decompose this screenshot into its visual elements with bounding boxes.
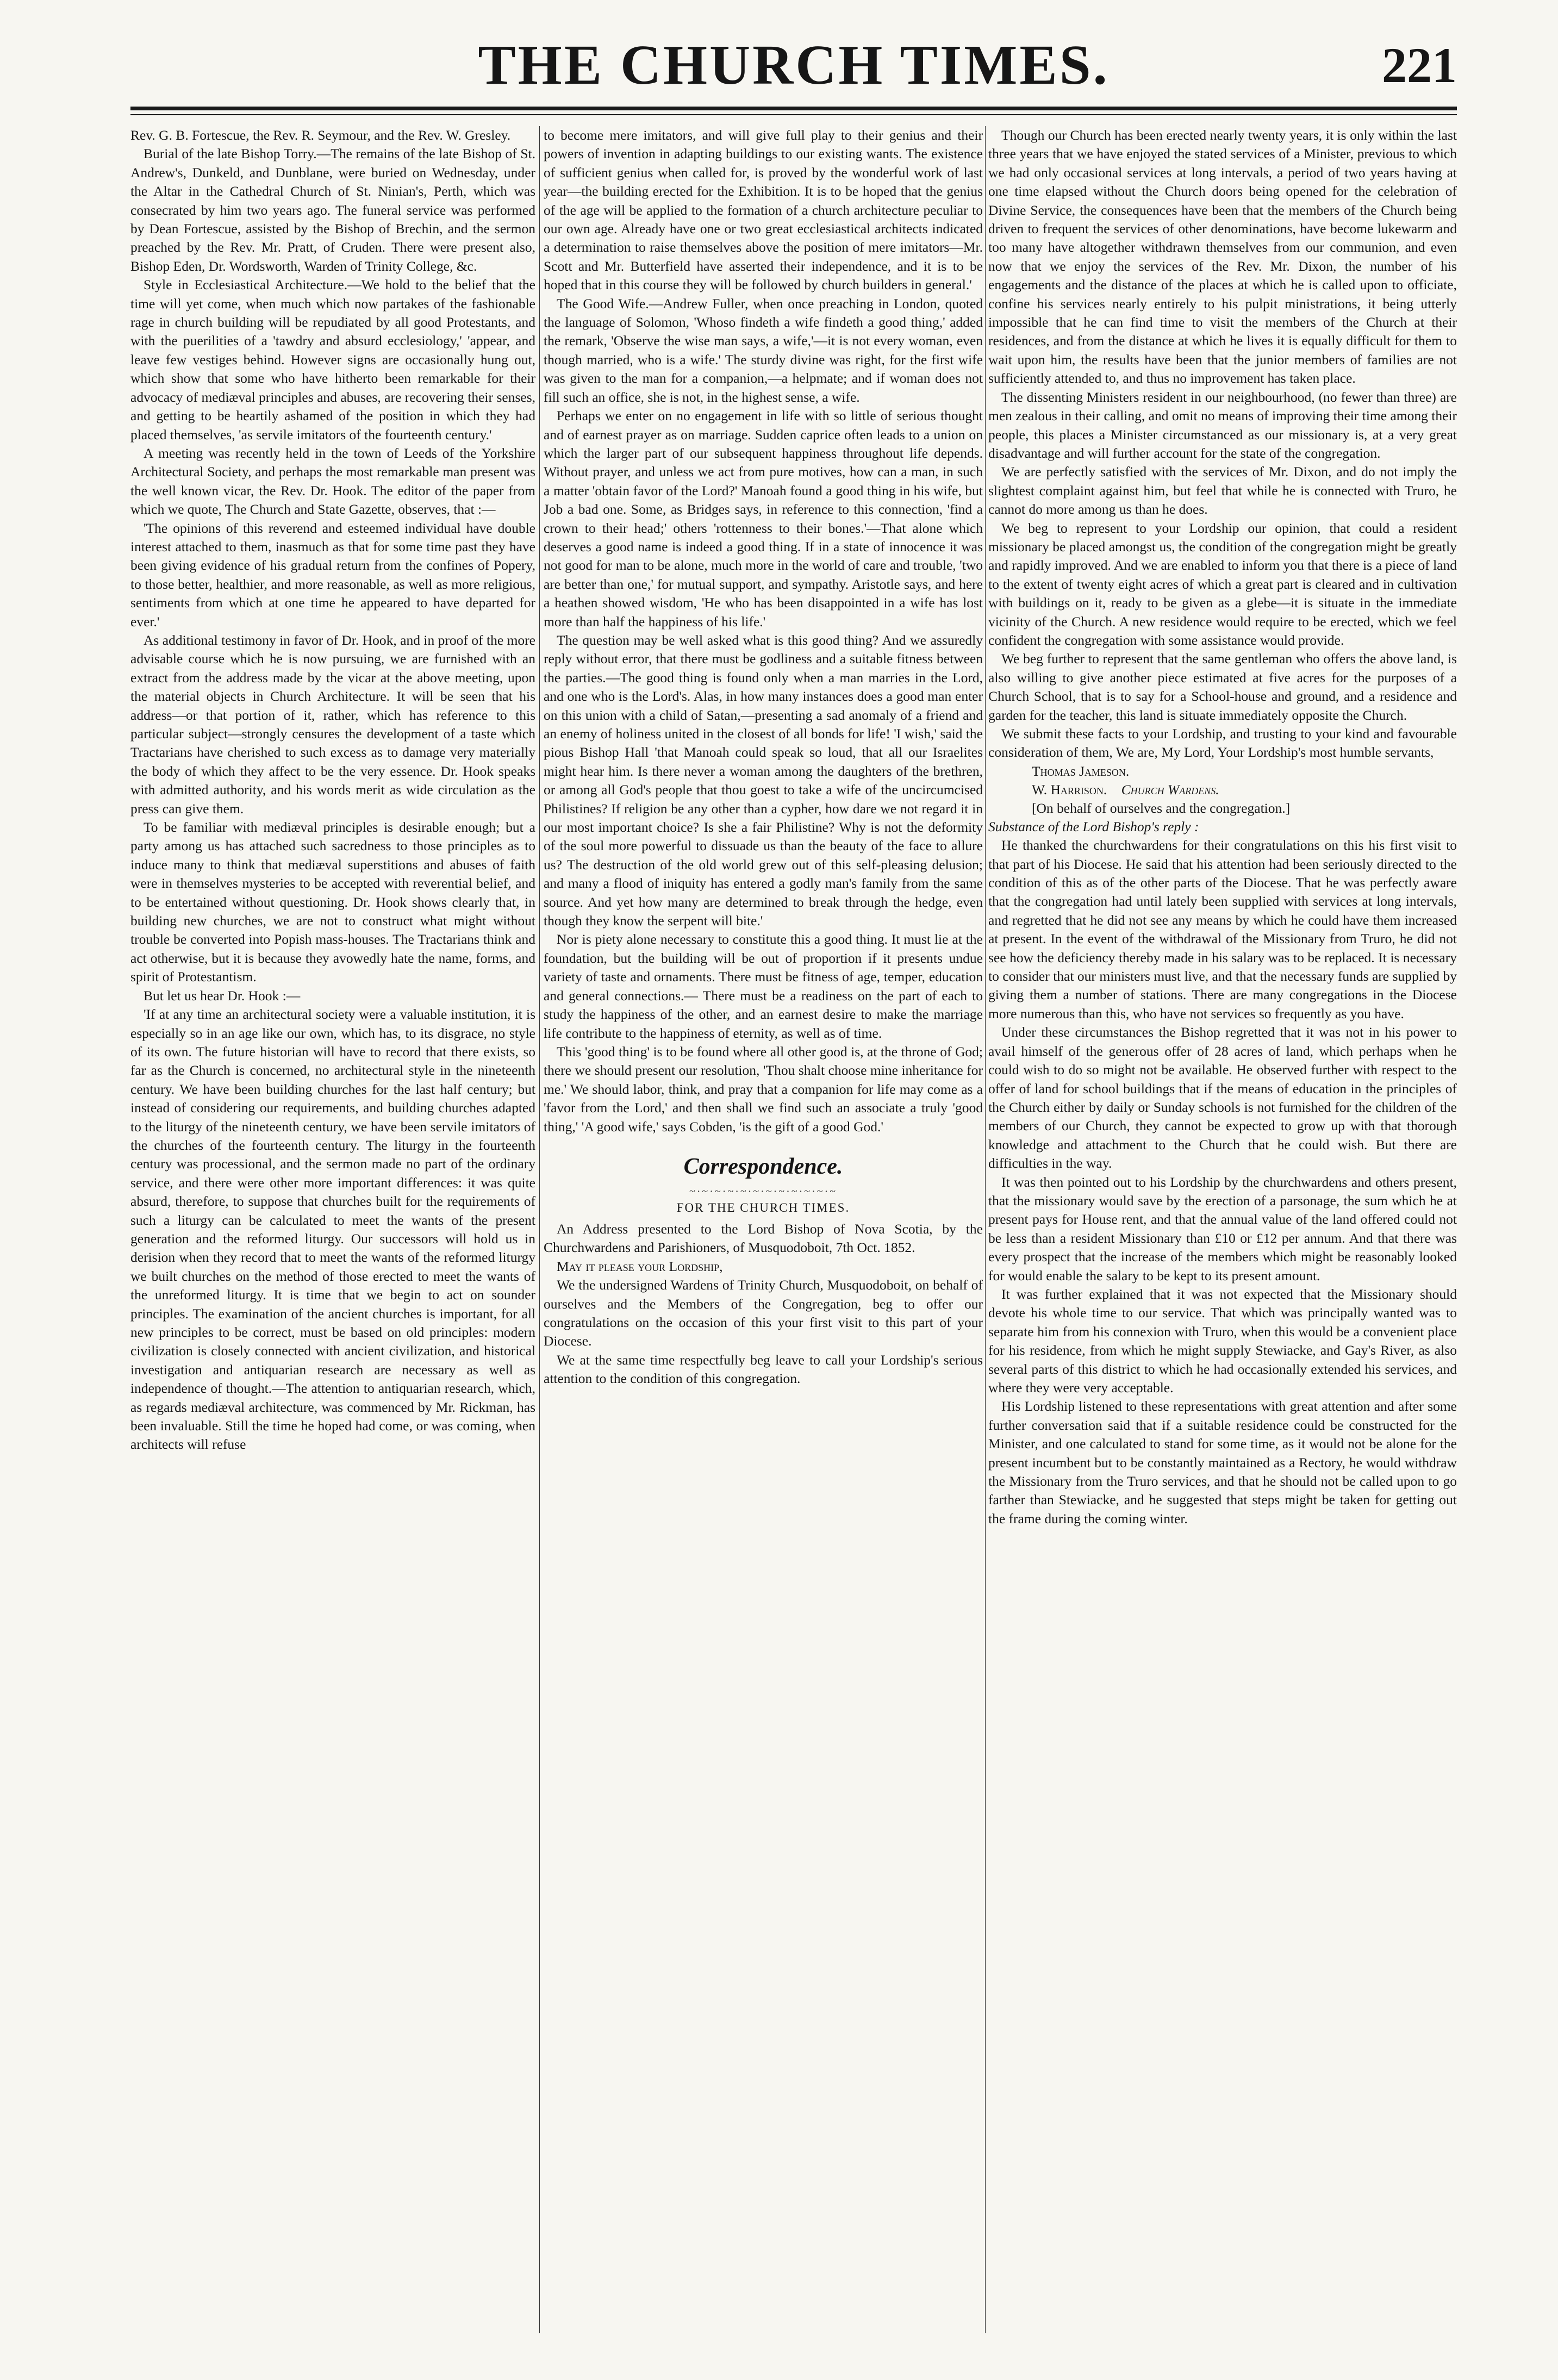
page-number: 221 xyxy=(1382,38,1457,93)
letter-paragraph: We beg to represent to your Lordship our opinion, that could a resident missionary be placed amongst us, the condition of the congregation might be greatly and rapidly improved. And we are enabled to inform you that there is a piece of land to the extent of twenty eight acres of which a great part is cleared and in cultivation with buildings on it, ready to be given as a glebe—it is situate in the immediate vicinity of the Church. A new residence would require to be erected, which we feel confident the congregation with some assistance would provide. xyxy=(988,520,1457,648)
letter-paragraph: We beg further to represent that the same gentleman who offers the above land, is also willing to give another piece estimated at five acres for the purposes of a Church School, that is to say for a School-house and ground, and a residence and garden for the teacher, this land is situate immediately opposite the Church. xyxy=(988,651,1457,723)
article-paragraph: to become mere imitators, and will give full play to their genius and their powers of invention in adapting buildings to our existing wants. The existence of sufficient genius when called for, is proved by the wonderful work of last year—the building erected for the Exhibition. It is to be hoped that the genius of the age will be applied to the formation of a church architecture peculiar to our own age. Already have one or two great ecclesiastical architects indicated a determination to raise themselves above the position of mere imitators—Mr. Scott and Mr. Butterfield have asserted their independence, and it is to be hoped that in this course they will be followed by church builders in general.' xyxy=(544,127,983,293)
correspondence-salutation: May it please your Lordship, xyxy=(557,1258,723,1274)
letter-paragraph: We are perfectly satisfied with the services of Mr. Dixon, and do not imply the slightest complaint against him, but feel that while he is connected with Truro, he cannot do more among us than he does. xyxy=(988,464,1457,518)
masthead-rule-thick xyxy=(130,107,1457,110)
correspondence-paragraph: We at the same time respectfully beg leave to call your Lordship's serious attention to the condition of this congregation. xyxy=(544,1351,983,1387)
column-rule-1 xyxy=(539,126,540,2333)
ornament-divider: ~·~·~·~·~·~·~·~·~·~·~·~ xyxy=(689,1185,838,1198)
reply-paragraph: His Lordship listened to these representations with great attention and after some further conversation said that if a suitable residence could be constructed for the Minister, and one calculated to stand for some time, as it would not be alone for the present incumbent but to be constantly maintained as a Rectory, he would withdraw the Missionary from the Truro services, and that he should not be called upon to go farther than Stewiacke, and he suggested that steps might be taken for getting out the frame during the coming winter. xyxy=(988,1398,1457,1527)
letter-paragraph: Though our Church has been erected nearly twenty years, it is only within the last three years that we have enjoyed the stated services of a Minister, previous to which we had only occasional services at long intervals, a period of two years having at one time elapsed without the Church doors being opened for the celebration of Divine Service, the consequences have been that the members of the Church being driven to frequent the services of other denominations, have become lukewarm and too many have altogether withdrawn themselves from our communion, and even now that we enjoy the services of the Rev. Mr. Dixon, the number of his engagements and the distance of the places at which he is called upon to officiate, confine his services nearly entirely to his pulpit ministrations, it being utterly impossible that he can find time to visit the members of the Church at their residences, and from the distance at which he lives it is equally difficult for them to wait upon him, the results have been that the junior members of families are not sufficiently attended to, and thus no improvement has taken place. xyxy=(988,127,1457,387)
masthead-title: THE CHURCH TIMES. xyxy=(478,34,1110,96)
masthead xyxy=(130,27,1457,109)
article-paragraph: 'If at any time an architectural society were a valuable institution, it is especially so in an age like our own, which has, to its disgrace, no style of its own. The future historian will have to record that there exists, so far as the Church is concerned, no architectural style in the nineteenth century. We have been building churches for the last half century; but instead of considering our requirements, and building churches adapted to the liturgy of the nineteenth century, we have been servile imitators of the churches of the fourteenth century. The liturgy in the fourteenth century was processional, and the sermon made no part of the ordinary service, and there were other more important differences: it was quite absurd, therefore, to suppose that churches built for the requirements of such a liturgy can be calculated to meet the wants of the present generation and the reformed liturgy. Our successors will hold us in derision when they record that to meet the wants of the reformed liturgy we built churches on the method of those erected to meet the wants of the unreformed liturgy. It is time that we begin to act on sounder principles. The examination of the ancient churches is important, for all new principles to be correct, must be based on old principles: modern civilization is closely connected with ancient civilization, and historical investigation and antiquarian research are necessary as well as independence of thought.—The attention to antiquarian research, which, as regards mediæval architecture, was commenced by Mr. Rickman, has been invaluable. Still the time he hoped had come, or was coming, when architects will refuse xyxy=(130,1006,535,1453)
reply-paragraph: He thanked the churchwardens for their congratulations on this his first visit to that part of his Diocese. He said that his attention had been seriously directed to the condition of this as of the other parts of the Diocese. That he was perfectly aware that the congregation had until lately been supplied with services at long intervals, and regretted that he did not see any means by which he could have them increased at present. In the event of the withdrawal of the Missionary from Truro, he did not see how the deficiency thereby made in his salary was to be replaced. It is necessary to consider that our ministers must live, and that the necessary funds are supplied by giving them a number of stations. There are many congregations in the Diocese more numerous than this, who have not services so frequently as you have. xyxy=(988,837,1457,1021)
article-paragraph: To be familiar with mediæval principles is desirable enough; but a party among us has attached such sacredness to those principles as to induce many to think that mediæval superstitions and abuses of faith were in themselves mysteries to be accepted with reverential belief, and to be entertained without questioning. Dr. Hook shows clearly that, in building new churches, we are not to construct what might without trouble be converted into Popish mass-houses. The Tractarians think and act otherwise, but it is because they avowedly hate the name, forms, and spirit of Protestantism. xyxy=(130,819,535,985)
article-paragraph: As additional testimony in favor of Dr. Hook, and in proof of the more advisable course which he is now pursuing, we are furnished with an extract from the address made by the vicar at the above meeting, upon the material objects in Church Architecture. It will be seen that his address—or that portion of it, rather, which has reference to this particular subject—strongly censures the development of a taste which Tractarians have cherished to such excess as to damage very materially the body of which they affect to be the very essence. Dr. Hook speaks with admitted authority, and his words merit as wide circulation as the press can give them. xyxy=(130,632,535,817)
signature-name-text: W. Harrison. xyxy=(1032,781,1107,798)
signature-role: Church Wardens. xyxy=(1121,781,1219,798)
letter-paragraph: We submit these facts to your Lordship, and trusting to your kind and favourable consideration of them, We are, My Lord, Your Lordship's most humble servants, xyxy=(988,726,1457,761)
signature-block xyxy=(988,762,1457,818)
correspondence-intro: An Address presented to the Lord Bishop of Nova Scotia, by the Churchwardens and Parishioners, of Musquodoboit, 7th Oct. 1852. xyxy=(544,1220,983,1256)
reply-paragraph: It was then pointed out to his Lordship by the churchwardens and others present, that the missionary would save by the erection of a parsonage, the sum which he at present pays for House rent, and that the annual value of the land offered could not be less than a resident Missionary than £10 or £12 per annum. And that there was every prospect that the increase of the members which might be reasonably looked for would enable the salary to be kept to its present amount. xyxy=(988,1174,1457,1284)
reply-heading: Substance of the Lord Bishop's reply : xyxy=(988,818,1199,834)
article-paragraph: Perhaps we enter on no engagement in life with so little of serious thought and of earnest prayer as on marriage. Sudden caprice often leads to a union on which the larger part of our subsequent happiness throughout life depends. Without prayer, and unless we act from pure motives, how can a man, in such a matter 'obtain favor of the Lord?' Manoah found a good thing in his wife, but Job a bad one. Some, as Bridges says, in reference to this connection, 'find a crown to their head;' others 'rottenness to their bones.'—That alone which deserves a good name is indeed a good thing. If in a state of innocence it was not good for man to be alone, much more in the world of care and trouble, 'two are better than one,' for mutual support, and sympathy. Aristotle says, and here a heathen showed wisdom, 'He who has been disappointed in a wife has lost more than half the happiness of his life.' xyxy=(544,408,983,630)
column-3 xyxy=(988,126,1457,2333)
letter-paragraph: The dissenting Ministers resident in our neighbourhood, (no fewer than three) are men zealous in their calling, and omit no means of improving their time among their people, this places a Minister circumstanced as our missionary is, at a very great disadvantage and will further account for the state of the congregation. xyxy=(988,389,1457,461)
correspondence-paragraph: We the undersigned Wardens of Trinity Church, Musquodoboit, on behalf of ourselves and the Members of the Congregation, beg to offer our congratulations on the occasion of this your first visit to this part of your Diocese. xyxy=(544,1277,983,1349)
article-paragraph: Rev. G. B. Fortescue, the Rev. R. Seymour, and the Rev. W. Gresley. xyxy=(130,127,511,143)
article-paragraph: Burial of the late Bishop Torry.—The remains of the late Bishop of St. Andrew's, Dunkeld, and Dunblane, were buried on Wednesday, under the Altar in the Cathedral Church of St. Ninian's, Perth, which was consecrated by him two years ago. The funeral service was performed by Dean Fortescue, assisted by the Bishop of Brechin, and the sermon preached by the Rev. Mr. Pratt, of Cruden. There were present also, Bishop Eden, Dr. Wordsworth, Warden of Trinity College, &c. xyxy=(130,146,535,274)
article-paragraph: Nor is piety alone necessary to constitute this a good thing. It must lie at the foundation, but the building will be out of proportion if it presents undue variety of taste and ornaments. There must be fitness of age, temper, education and general connections.— There must be a readiness on the part of each to study the happiness of the other, and an earnest desire to make the marriage life contribute to the happiness of eternity, as well as of time. xyxy=(544,931,983,1041)
article-paragraph: The Good Wife.—Andrew Fuller, when once preaching in London, quoted the language of Solomon, 'Whoso findeth a wife findeth a good thing,' added the remark, 'Observe the wise man says, a wife,'—it is not every woman, even though married, who is a wife.' The sturdy divine was right, for the first wife was given to the man for a companion,—a helpmate; and if woman does not fill such an office, she is not, in the highest sense, a wife. xyxy=(544,295,983,405)
article-paragraph: A meeting was recently held in the town of Leeds of the Yorkshire Architectural Society, and perhaps the most remarkable man present was the well known vicar, the Rev. Dr. Hook. The editor of the paper from which we quote, The Church and State Gazette, observes, that :— xyxy=(130,445,535,518)
masthead-rule-thin xyxy=(130,114,1457,115)
signature-name: Thomas Jameson. xyxy=(1032,763,1130,779)
article-paragraph: Style in Ecclesiastical Architecture.—We hold to the belief that the time will yet come, when much which now partakes of the fashionable rage in church building will be repudiated by all good Protestants, and with the puerilities of a 'tawdry and absurd ecclesiology,' 'appear, and leave few vestiges behind. However signs are occasionally hung out, which show that some who have hitherto been remarkable for their advocacy of mediæval principles and abuses, are recovering their senses, and getting to be heartily ashamed of the position in which they had placed themselves, 'as servile imitators of the fourteenth century.' xyxy=(130,277,535,443)
article-paragraph: The question may be well asked what is this good thing? And we assuredly reply without error, that there must be godliness and a suitable fitness between the parties.—The good thing is found only when a man marries in the Lord, and one who is the Lord's. Alas, in how many instances does a good man enter on this union with a child of Satan,—presenting a sad anomaly of a friend and an enemy of holiness united in the closest of all bonds for life! 'I wish,' said the pious Bishop Hall 'that Manoah could speak so loud, that all our Israelites might hear him. Is there never a woman among the daughters of the brethren, or among all God's people that thou goest to take a wife of the uncircumcised Philistines? If religion be any other than a cypher, how dare we not regard it in our most important choice? Is she a fair Philistine? Why is not the deformity of the soul more powerful to dissuade us than the beauty of the face to allure us? The destruction of the old world grew out of this self-pleasing delusion; and many a flood of iniquity has entered a godly man's family from the same source. And yet how many are determined to break through the hedge, even though they know the serpent will bite.' xyxy=(544,632,983,929)
column-1 xyxy=(130,126,535,2333)
reply-paragraph: Under these circumstances the Bishop regretted that it was not in his power to avail himself of the generous offer of 28 acres of land, which perhaps when he could wish to do so might not be available. He observed further with respect to the offer of land for school buildings that if the means of education in the principles of the Church either by daily or Sunday schools is not furnished for the children of the members of our Church, they cannot be expected to grow up with that thorough knowledge and attachment to the Church that he could wish. But there are difficulties in the way. xyxy=(988,1024,1457,1172)
column-rule-2 xyxy=(985,126,986,2333)
column-2 xyxy=(544,126,983,2333)
signature-behalf: [On behalf of ourselves and the congregation.] xyxy=(1032,800,1291,816)
signature-name xyxy=(1032,781,1457,799)
article-paragraph: But let us hear Dr. Hook :— xyxy=(144,987,301,1004)
article-paragraph: This 'good thing' is to be found where all other good is, at the throne of God; there we should present our resolution, 'Thou shalt choose mine inheritance for me.' We should labor, think, and pray that a companion for life may come as a 'favor from the Lord,' and then shall we find such an associate a truly 'good thing,' 'A good wife,' says Cobden, 'is the gift of a good God.' xyxy=(544,1043,983,1135)
reply-paragraph: It was further explained that it was not expected that the Missionary should devote his whole time to our service. That which was principally wanted was to separate him from his connexion with Truro, when this would be a convenient place for his residence, from which he might supply Stewiacke, and Gay's River, as also several parts of this district to which he had occasionally extended his services, and where they were very acceptable. xyxy=(988,1286,1457,1395)
correspondence-subheading: FOR THE CHURCH TIMES. xyxy=(676,1200,850,1214)
correspondence-heading: Correspondence. xyxy=(683,1154,843,1179)
article-paragraph: 'The opinions of this reverend and esteemed individual have double interest attached to them, inasmuch as that for some time past they have been giving evidence of his gradual return from the confines of Popery, to those better, healthier, and more reasonable, as well as more religious, sentiments from which at one time he appeared to have departed for ever.' xyxy=(130,520,535,630)
